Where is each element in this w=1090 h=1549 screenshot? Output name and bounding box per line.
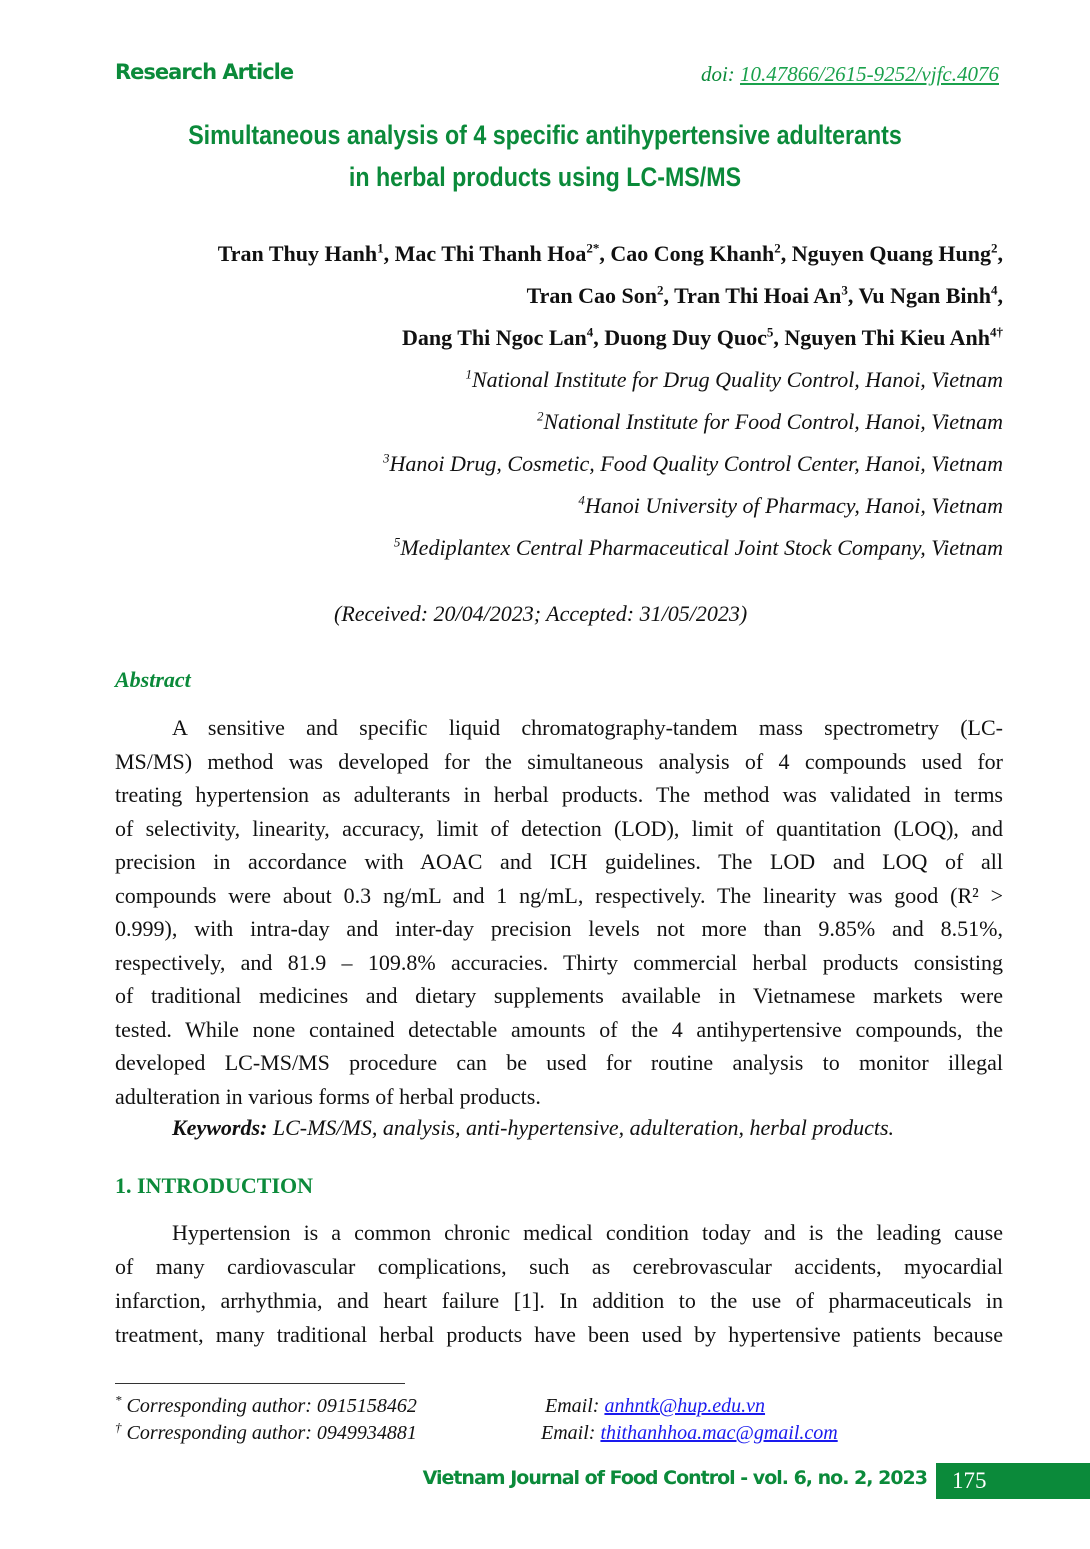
author-affiliation-mark: 4 xyxy=(991,282,998,298)
affiliation xyxy=(578,493,1003,519)
text-line: precision in accordance with AOAC and ICH guidelines. The LOD and LOQ of all xyxy=(115,849,1003,874)
affiliation-mark: 3 xyxy=(382,450,390,466)
keywords-label: Keywords: xyxy=(172,1115,268,1140)
email-link[interactable]: anhntk@hup.edu.vn xyxy=(604,1395,766,1417)
text-line: Hypertension is a common chronic medical condition today and is the leading cause xyxy=(172,1220,1003,1245)
author-affiliation-mark: 4 xyxy=(586,324,594,340)
text-line: treating hypertension as adulterants in herbal products. The method was validated in terms xyxy=(115,782,1003,807)
text-line: of selectivity, linearity, accuracy, limit of detection (LOD), limit of quantitation (LOQ), and xyxy=(115,815,1003,841)
author-line: Tran Cao Son$^2$, Tran Thi Hoai An$^3$, Vu Ngan Binh$^4$, xyxy=(526,282,1003,308)
affiliation xyxy=(383,451,1003,477)
author-affiliation-mark: 2 xyxy=(991,240,998,256)
text-line: treatment, many traditional herbal products have been used by hypertensive patients because xyxy=(115,1322,1003,1347)
author-affiliation-mark: 2* xyxy=(586,240,600,256)
affiliation-mark: 1 xyxy=(465,366,472,382)
footnote-mark: † xyxy=(115,1419,122,1435)
footnote-mark: * xyxy=(115,1392,122,1408)
author-name: Tran Thuy Hanh xyxy=(217,241,378,266)
affiliation-mark: 5 xyxy=(393,534,401,550)
text-line: of traditional medicines and dietary supplements available in Vietnamese markets were xyxy=(115,983,1003,1008)
text-line: 0.999), with intra-day and inter-day precision levels not more than 9.85% and 8.51%, xyxy=(115,916,1003,941)
title-line-1: Simultaneous analysis of 4 specific antihypertensive adulterants xyxy=(188,120,902,150)
author-name: Nguyen Thi Kieu Anh xyxy=(784,325,990,350)
footnote-text: Corresponding author: 0915158462 xyxy=(121,1395,417,1417)
footnote-2 xyxy=(115,1419,417,1445)
received-dates: (Received: 20/04/2023; Accepted: 31/05/2023) xyxy=(334,601,748,626)
doi xyxy=(701,62,999,87)
affiliation-text: National Institute for Food Control, Hanoi, Vietnam xyxy=(543,409,1003,434)
affiliation-mark: 4 xyxy=(578,492,585,508)
text-line: compounds were about 0.3 ng/mL and 1 ng/mL, respectively. The linearity was good (R² > xyxy=(115,882,1003,908)
footnote-1 xyxy=(115,1392,417,1418)
text-line: A sensitive and specific liquid chromatography-tandem mass spectrometry (LC- xyxy=(172,715,1003,740)
article-type-label: Research Article xyxy=(115,60,294,84)
text-line: infarction, arrhythmia, and heart failure [1]. In addition to the use of pharmaceuticals in xyxy=(115,1288,1003,1313)
footnote-email-2 xyxy=(541,1422,838,1445)
keywords-text: LC-MS/MS, analysis, anti-hypertensive, adulteration, herbal products. xyxy=(267,1115,895,1140)
affiliation-text: Mediplantex Central Pharmaceutical Joint Stock Company, Vietnam xyxy=(400,535,1003,560)
affiliation-text: Hanoi Drug, Cosmetic, Food Quality Control Center, Hanoi, Vietnam xyxy=(389,451,1003,476)
author-affiliation-mark: 3 xyxy=(841,282,848,298)
author-affiliation-mark: 5 xyxy=(766,324,774,340)
text-line: respectively, and 81.9 – 109.8% accuracies. Thirty commercial herbal products consisting xyxy=(115,949,1003,975)
doi-link[interactable]: 10.47866/2615-9252/vjfc.4076 xyxy=(740,62,999,86)
author-name: Mac Thi Thanh Hoa xyxy=(394,241,587,266)
author-line: Dang Thi Ngoc Lan$^4$, Duong Duy Quoc$^5$, Nguyen Thi Kieu Anh$^{4\dagger}$ xyxy=(401,324,1003,350)
email-label: Email: xyxy=(541,1422,601,1444)
text-line: of many cardiovascular complications, such as cerebrovascular accidents, myocardial xyxy=(115,1254,1003,1279)
footnote-email-1 xyxy=(545,1395,765,1418)
journal-footer: Vietnam Journal of Food Control - vol. 6, no. 2, 2023 xyxy=(422,1467,927,1489)
author-affiliation-mark: 2 xyxy=(656,282,664,298)
page-number: 175 xyxy=(936,1463,1090,1499)
text-line: developed LC-MS/MS procedure can be used for routine analysis to monitor illegal xyxy=(115,1050,1003,1075)
footnote-text: Corresponding author: 0949934881 xyxy=(121,1422,417,1444)
doi-prefix: doi: xyxy=(700,62,741,86)
affiliation xyxy=(465,367,1003,393)
author-affiliation-mark: 4† xyxy=(990,324,1003,340)
affiliation-mark: 2 xyxy=(536,408,544,424)
abstract-heading: Abstract xyxy=(115,667,191,692)
author-affiliation-mark: 2 xyxy=(774,240,781,256)
keywords xyxy=(172,1115,894,1141)
introduction-heading: 1. INTRODUCTION xyxy=(115,1173,314,1198)
author-name: Dang Thi Ngoc Lan xyxy=(401,325,587,350)
text-line: adulteration in various forms of herbal products. xyxy=(115,1083,541,1109)
author-affiliation-mark: 1 xyxy=(377,240,384,256)
author-name: Nguyen Quang Hung xyxy=(791,241,991,266)
affiliation xyxy=(537,409,1003,435)
email-label: Email: xyxy=(545,1395,605,1417)
author-name: Tran Thi Hoai An xyxy=(674,283,842,308)
author-line: Tran Thuy Hanh$^1$, Mac Thi Thanh Hoa$^{2*}$, Cao Cong Khanh$^2$, Nguyen Quang Hung$^2$, xyxy=(217,240,1003,266)
text-line: tested. While none contained detectable amounts of the 4 antihypertensive compounds, the xyxy=(115,1016,1003,1042)
author-name: Duong Duy Quoc xyxy=(604,325,767,350)
affiliation-text: Hanoi University of Pharmacy, Hanoi, Vietnam xyxy=(584,493,1003,518)
author-name: Cao Cong Khanh xyxy=(610,241,775,266)
email-link[interactable]: thithanhhoa.mac@gmail.com xyxy=(600,1422,838,1444)
affiliation xyxy=(394,535,1003,561)
text-line: MS/MS) method was developed for the simultaneous analysis of 4 compounds used for xyxy=(115,748,1003,774)
footnote-rule xyxy=(115,1383,405,1384)
author-name: Tran Cao Son xyxy=(526,283,657,308)
affiliation-text: National Institute for Drug Quality Control, Hanoi, Vietnam xyxy=(471,367,1003,392)
title-line-2: in herbal products using LC-MS/MS xyxy=(348,162,742,192)
author-name: Vu Ngan Binh xyxy=(858,283,991,308)
